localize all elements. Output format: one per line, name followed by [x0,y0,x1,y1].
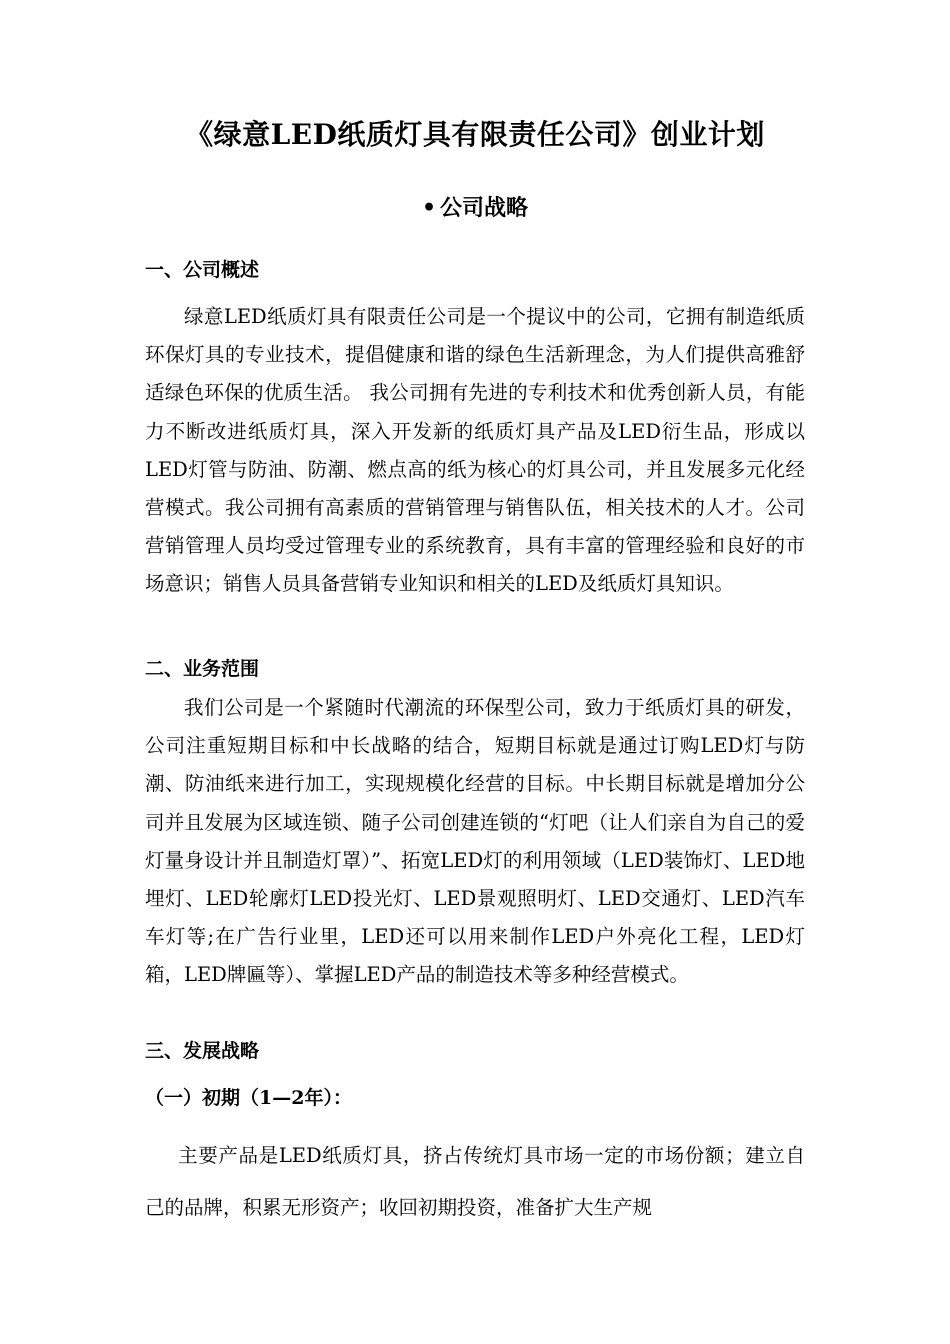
section-title [0,190,950,226]
paragraph-overview: 绿意LED纸质灯具有限责任公司是一个提议中的公司，它拥有制造纸质环保灯具的专业技术，提倡健康和谐的绿色生活新理念，为人们提供高雅舒适绿色环保的优质生活。 我公司拥有先进的专利技术和优秀创新人员，有能力不断改进纸质灯具，深入开发新的纸质灯具产品及LED衍生品，形成以LED灯管与防油、防潮、燃点高的纸为核心的灯具公司，并且发展多元化经营模式。我公司拥有高素质的营销管理与销售队伍，相关技术的人才。公司营销管理人员均受过管理专业的系统教育，具有丰富的管理经验和良好的市场意识；销售人员具备营销专业知识和相关的LED及纸质灯具知识。 [145,305,805,596]
bullet-icon: • [421,195,437,221]
heading-scope: 二、业务范围 [145,658,260,680]
heading-strategy: 三、发展战略 [145,1040,260,1062]
heading-phase1: （一）初期（1—2年）： [145,1087,352,1109]
section-title-text: 公司战略 [440,195,529,221]
document-title: 《绿意LED纸质灯具有限责任公司》创业计划 [185,118,765,151]
paragraph-scope: 我们公司是一个紧随时代潮流的环保型公司，致力于纸质灯具的研发，公司注重短期目标和中长战略的结合，短期目标就是通过订购LED灯与防潮、防油纸来进行加工，实现规模化经营的目标。中长期目标就是增加分公司并且发展为区域连锁、随子公司创建连锁的“灯吧（让人们亲自为自己的爱灯量身设计并且制造灯罩）”、拓宽LED灯的利用领域（LED装饰灯、LED地埋灯、LED轮廓灯LED投光灯、LED景观照明灯、LED交通灯、LED汽车车灯等;在广告行业里，LED还可以用来制作LED户外亮化工程，LED灯箱，LED牌匾等）、掌握LED产品的制造技术等多种经营模式。 [145,696,805,987]
heading-overview: 一、公司概述 [145,259,260,281]
paragraph-phase1: 主要产品是LED纸质灯具，挤占传统灯具市场一定的市场份额；建立自己的品牌，积累无形资产；收回初期投资，准备扩大生产规 [145,1144,805,1219]
